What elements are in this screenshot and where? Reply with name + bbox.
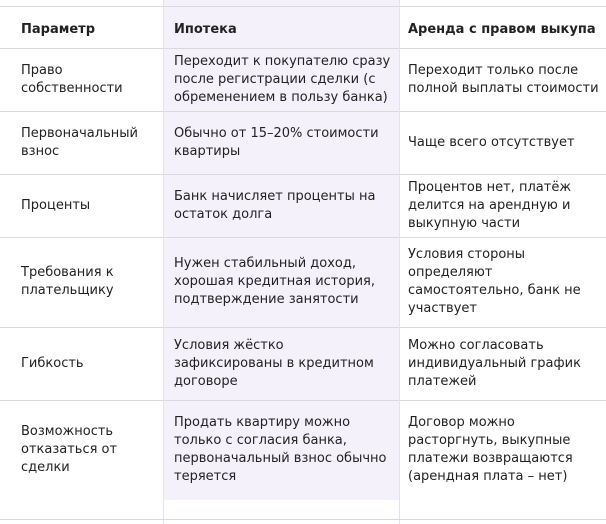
table-row [0,237,606,327]
header-mortgage: Ипотека [163,0,400,48]
cell-parameter: Проценты [0,174,163,237]
cell-parameter: Гибкость [0,327,163,400]
cell-mortgage: Продать квартиру можно только с согласия банка, первоначальный взнос обычно теряется [163,400,400,500]
cell-mortgage: Переходит к покупателю сразу после регистрации сделки (с обременением в пользу банка) [163,48,400,111]
cell-lease: Договор можно расторгнуть, выкупные платежи возвращаются (арендная плата – нет) [400,400,606,500]
table-bottom-rule [0,519,606,520]
cell-lease: Можно согласовать индивидуальный график платежей [400,327,606,400]
table-header-row [0,0,606,48]
table-top-rule [0,6,606,7]
cell-lease: Условия стороны определяют самостоятельно, банк не участвует [400,237,606,327]
cell-mortgage: Банк начисляет проценты на остаток долга [163,174,400,237]
cell-mortgage: Условия жёстко зафиксированы в кредитном договоре [163,327,400,400]
table-row [0,174,606,237]
header-parameter: Параметр [21,21,96,37]
cell-mortgage: Нужен стабильный доход, хорошая кредитная история, подтверждение занятости [163,237,400,327]
table-row [0,48,606,111]
cell-parameter: Первоначальный взнос [0,111,163,174]
cell-mortgage: Обычно от 15–20% стоимости квартиры [163,111,400,174]
cell-parameter: Возможность отказаться от сделки [0,400,163,500]
cell-parameter: Право собственности [0,48,163,111]
cell-lease: Процентов нет, платёж делится на арендную и выкупную части [400,174,606,237]
cell-lease: Переходит только после полной выплаты стоимости [400,48,606,111]
table-row [0,111,606,174]
table-row [0,400,606,500]
column-divider [163,0,164,524]
column-divider [399,0,400,524]
cell-lease: Чаще всего отсутствует [400,111,606,174]
cell-parameter: Требования к плательщику [0,237,163,327]
header-lease-to-own: Аренда с правом выкупа [408,21,596,37]
table-row [0,327,606,400]
